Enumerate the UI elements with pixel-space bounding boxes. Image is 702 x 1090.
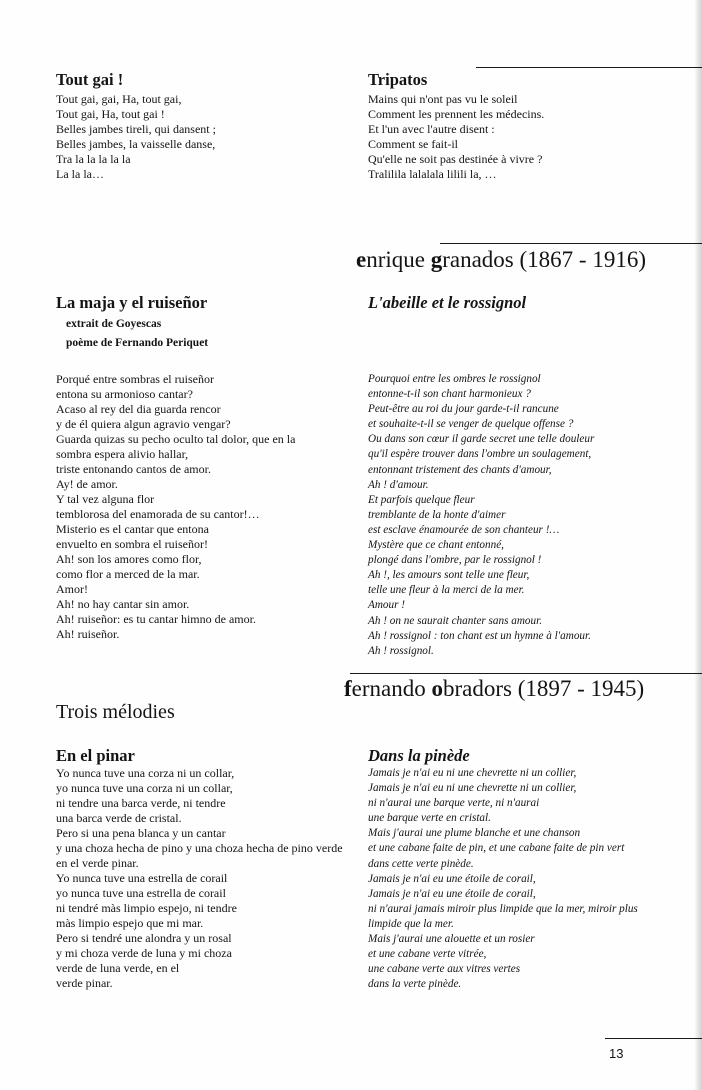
heading-maja: La maja y el ruiseñor: [56, 293, 208, 312]
text-line: Acaso al rey del dia guarda rencor: [56, 402, 221, 416]
text-line: La la la…: [56, 167, 104, 181]
text-line: Ah ! d'amour.: [368, 478, 429, 491]
text-line: Belles jambes tireli, qui dansent ;: [56, 122, 216, 136]
text-line: entonnant tristement des chants d'amour,: [368, 463, 552, 476]
text-line: Comment les prennent les médecins.: [368, 107, 545, 121]
text-line: limpide que la mer.: [368, 917, 454, 930]
text-line: Tout gai, Ha, tout gai !: [56, 107, 165, 121]
text-line: yo nunca tuve una corza ni un collar,: [56, 781, 233, 795]
rule-obradors: [350, 673, 702, 674]
text-line: Tra la la la la la: [56, 152, 131, 166]
text-line: verde pinar.: [56, 976, 113, 990]
page-number: 13: [609, 1046, 624, 1061]
text-line: Peut-être au roi du jour garde-t-il rancune: [368, 403, 559, 416]
heading-pinede: Dans la pinède: [368, 746, 470, 765]
text-line: envuelto en sombra el ruiseñor!: [56, 537, 208, 551]
text-line: telle une fleur à la merci de la mer.: [368, 584, 525, 597]
text-pinar: [56, 766, 343, 991]
text-line: entonne-t-il son chant harmonieux ?: [368, 388, 531, 401]
text-line: triste entonando cantos de amor.: [56, 462, 211, 476]
text-abeille: [368, 372, 594, 659]
text-line: ni tendré màs limpio espejo, ni tendre: [56, 901, 237, 915]
text-line: Jamais je n'ai eu une étoile de corail,: [368, 872, 536, 885]
subtitle-poem: poème de Fernando Periquet: [66, 337, 209, 349]
rule-granados: [440, 243, 702, 244]
heading-abeille: L'abeille et le rossignol: [368, 293, 527, 312]
text-line: y mi choza verde de luna y mi choza: [56, 946, 232, 960]
text-line: Guarda quizas su pecho oculto tal dolor, que en la: [56, 432, 296, 446]
heading-tripatos: Tripatos: [368, 70, 428, 89]
heading-pinar: En el pinar: [56, 746, 135, 765]
text-line: màs limpio espejo que mi mar.: [56, 916, 204, 930]
text-line: una barca verde de cristal.: [56, 811, 182, 825]
text-line: Ah ! rossignol : ton chant est un hymne à l'amour.: [368, 629, 591, 642]
text-line: sombra espera alivio hallar,: [56, 447, 189, 461]
heading-tout-gai: Tout gai !: [56, 70, 124, 89]
text-line: Belles jambes, la vaisselle danse,: [56, 137, 216, 151]
text-line: ni n'aurai une barque verte, ni n'aurai: [368, 797, 540, 810]
text-line: Y tal vez alguna flor: [56, 492, 155, 506]
text-line: Misterio es el cantar que entona: [56, 522, 209, 536]
text-line: Mystère que ce chant entonné,: [368, 539, 504, 552]
text-line: Amour !: [368, 599, 405, 612]
text-line: Ah! no hay cantar sin amor.: [56, 597, 190, 611]
text-line: Mais j'aurai une plume blanche et une chanson: [368, 827, 581, 840]
text-line: Jamais je n'ai eu ni une chevrette ni un collier,: [368, 782, 577, 795]
section-title-trois-melodies: Trois mélodies: [56, 701, 175, 723]
text-line: y una choza hecha de pino y una choza hecha de pino verde: [56, 841, 343, 855]
text-line: Et l'un avec l'autre disent :: [368, 122, 495, 136]
composer-obradors: [344, 675, 644, 703]
composer-initial: e: [356, 247, 367, 272]
text-line: Ah ! rossignol.: [368, 644, 434, 657]
text-line: Pero si una pena blanca y un cantar: [56, 826, 226, 840]
text-line: Ah! son los amores como flor,: [56, 552, 202, 566]
text-tout-gai: [56, 92, 216, 182]
text-line: et une cabane verte vitrée,: [368, 948, 487, 961]
text-line: y de él quiera algun agravio vengar?: [56, 417, 231, 431]
text-line: tremblante de la honte d'aimer: [368, 508, 506, 521]
text-line: Comment se fait-il: [368, 137, 458, 151]
composer-text: bradors: [443, 676, 512, 701]
text-line: et souhaite-t-il se venger de quelque offense ?: [368, 418, 574, 431]
text-line: qu'il espère trouver dans l'ombre un soulagement,: [368, 448, 592, 461]
text-line: Mais j'aurai une alouette et un rosier: [368, 933, 535, 946]
text-line: Ay! de amor.: [56, 477, 118, 491]
composer-text: ernando: [351, 676, 432, 701]
text-line: Jamais je n'ai eu ni une chevrette ni un collier,: [368, 767, 577, 779]
composer-dates: (1867 - 1916): [513, 247, 646, 272]
text-line: une barque verte en cristal.: [368, 812, 491, 825]
composer-initial: o: [431, 676, 443, 701]
composer-initial: g: [430, 247, 443, 272]
composer-dates: (1897 - 1945): [511, 676, 645, 701]
text-line: entona su armonioso cantar?: [56, 387, 193, 401]
text-line: Yo nunca tuve una corza ni un collar,: [56, 766, 235, 780]
text-line: dans cette verte pinède.: [368, 857, 474, 870]
text-line: en el verde pinar.: [56, 856, 139, 870]
text-line: Pero si tendré une alondra y un rosal: [56, 931, 232, 945]
subtitle-source: extrait de Goyescas: [66, 318, 162, 330]
text-line: Tralilila lalalala lilili la, …: [368, 167, 497, 181]
text-line: plongé dans l'ombre, par le rossignol !: [368, 554, 542, 567]
text-line: Ou dans son cœur il garde secret une telle douleur: [368, 433, 595, 446]
text-line: Jamais je n'ai eu une étoile de corail,: [368, 887, 536, 900]
text-line: Mains qui n'ont pas vu le soleil: [368, 92, 518, 106]
text-line: Tout gai, gai, Ha, tout gai,: [56, 92, 182, 106]
text-line: verde de luna verde, en el: [56, 961, 180, 975]
text-line: est esclave énamourée de son chanteur !…: [368, 523, 560, 536]
text-line: Yo nunca tuve una estrella de corail: [56, 871, 228, 885]
text-line: Ah ! on ne saurait chanter sans amour.: [368, 614, 543, 627]
text-line: ni tendre una barca verde, ni tendre: [56, 796, 226, 810]
text-line: yo nunca tuve una estrella de corail: [56, 886, 226, 900]
text-line: Ah! ruiseñor.: [56, 627, 120, 641]
text-line: dans la verte pinède.: [368, 978, 462, 991]
text-line: Pourquoi entre les ombres le rossignol: [368, 373, 541, 385]
text-line: Ah !, les amours sont telle une fleur,: [368, 569, 530, 582]
rule-top: [476, 67, 702, 68]
page-edge-shadow: [694, 0, 702, 1090]
text-line: Ah! ruiseñor: es tu cantar himno de amor.: [56, 612, 256, 626]
composer-text: nrique: [366, 247, 431, 272]
text-line: temblorosa del enamorada de su cantor!…: [56, 507, 260, 521]
text-line: Et parfois quelque fleur: [368, 493, 475, 506]
text-line: Qu'elle ne soit pas destinée à vivre ?: [368, 152, 543, 166]
composer-granados: [356, 246, 646, 274]
text-tripatos: [368, 92, 544, 182]
text-maja: [56, 372, 295, 642]
composer-initial: f: [344, 676, 352, 701]
rule-page-number: [605, 1038, 702, 1039]
text-line: une cabane verte aux vitres vertes: [368, 963, 521, 976]
text-line: Porqué entre sombras el ruiseñor: [56, 372, 214, 386]
text-line: et une cabane faite de pin, et une cabane faite de pin vert: [368, 842, 625, 855]
text-line: como flor a merced de la mar.: [56, 567, 200, 581]
text-line: ni n'aurai jamais miroir plus limpide que la mer, miroir plus: [368, 902, 638, 915]
text-line: Amor!: [56, 582, 88, 596]
text-pinede: [368, 766, 638, 992]
composer-text: ranados: [442, 247, 514, 272]
